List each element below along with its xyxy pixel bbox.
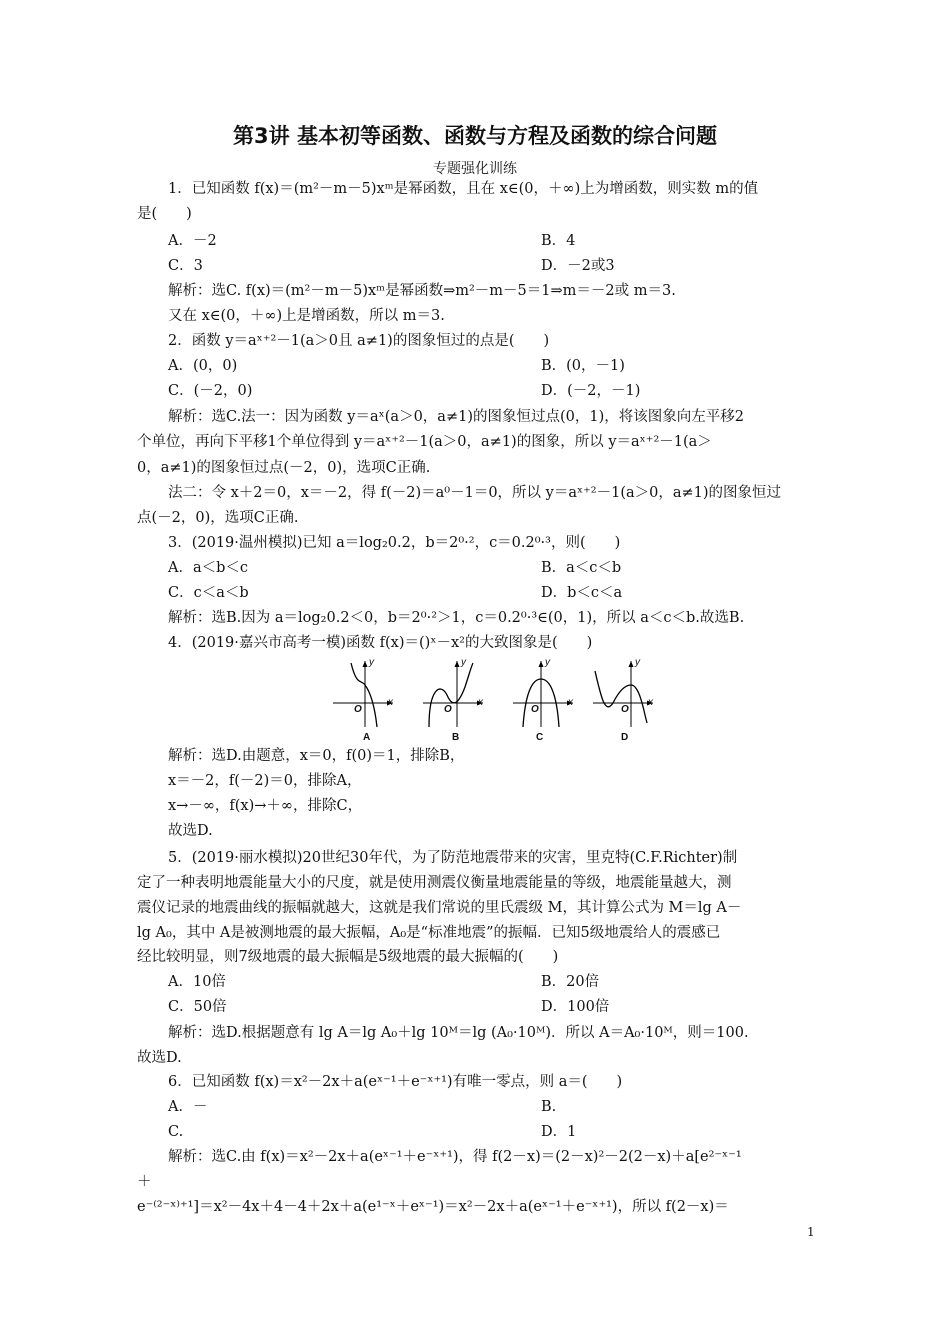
q3-option-d: D．b＜c＜a xyxy=(541,585,623,601)
graph-b-label: B xyxy=(452,732,460,743)
graph-a-x-label: x xyxy=(388,697,393,708)
q2-solution-line-1: 解析：选C.法一：因为函数 y＝aˣ(a＞0，a≠1)的图象恒过点(0，1)，将该图象向左平移2 xyxy=(168,409,744,425)
q1-option-b: B．4 xyxy=(541,233,576,249)
q5-stem-line-2: 定了一种表明地震能量大小的尺度，就是使用测震仪衡量地震能量的等级，地震能量越大，测 xyxy=(137,875,732,891)
q4-solution-line-1: 解析：选D.由题意，x＝0，f(0)＝1，排除B， xyxy=(168,748,465,764)
q2-option-d: D．(－2，－1) xyxy=(541,383,641,399)
graph-d xyxy=(591,657,656,729)
q1-stem-line-1: 1．已知函数 f(x)＝(m²－m－5)xᵐ是幂函数，且在 x∈(0，＋∞)上为增函数，则实数 m的值 xyxy=(168,181,759,197)
q5-option-c: C．50倍 xyxy=(168,999,227,1015)
page-title: 第3讲 基本初等函数、函数与方程及函数的综合问题 xyxy=(233,124,717,148)
q6-stem: 6．已知函数 f(x)＝x²－2x＋a(eˣ⁻¹＋e⁻ˣ⁺¹)有唯一零点，则 a＝( ) xyxy=(168,1074,623,1090)
q2-solution-line-2: 个单位，再向下平移1个单位得到 y＝aˣ⁺²－1(a＞0，a≠1)的图象，所以 y＝aˣ⁺²－1(a＞ xyxy=(137,434,712,450)
page-subtitle: 专题强化训练 xyxy=(433,161,517,177)
q2-option-b: B．(0，－1) xyxy=(541,358,625,374)
q4-solution-line-2: x＝－2，f(－2)＝0，排除A， xyxy=(168,773,362,789)
q3-option-c: C．c＜a＜b xyxy=(168,585,249,601)
q5-stem-line-1: 5．(2019·丽水模拟)20世纪30年代，为了防范地震带来的灾害，里克特(C.F.Richter)制 xyxy=(168,850,738,866)
q1-solution-line-2: 又在 x∈(0，＋∞)上是增函数，所以 m＝3. xyxy=(168,308,445,324)
q5-solution-line-1: 解析：选D.根据题意有 lg A＝lg A₀＋lg 10ᴹ＝lg (A₀·10ᴹ)．所以 A＝A₀·10ᴹ，则＝100. xyxy=(168,1025,749,1041)
q4-solution-line-4: 故选D. xyxy=(168,823,213,839)
q1-option-d: D．－2或3 xyxy=(541,258,615,274)
graph-c-origin: O xyxy=(531,704,539,715)
q5-stem-line-5: 经比较明显，则7级地震的最大振幅是5级地震的最大振幅的( ) xyxy=(137,949,559,965)
q6-option-b: B. xyxy=(541,1099,557,1115)
q4-stem: 4．(2019·嘉兴市高考一模)函数 f(x)＝()ˣ－x²的大致图象是( ) xyxy=(168,635,593,651)
q2-option-c: C．(－2，0) xyxy=(168,383,253,399)
graph-b xyxy=(421,657,486,729)
graph-c-x-label: x xyxy=(568,697,573,708)
q2-solution-line-4: 法二：令 x＋2＝0，x＝－2，得 f(－2)＝a⁰－1＝0，所以 y＝aˣ⁺²－1(a＞0，a≠1)的图象恒过 xyxy=(168,485,782,501)
q1-solution-line-1: 解析：选C. f(x)＝(m²－m－5)xᵐ是幂函数⇒m²－m－5＝1⇒m＝－2或 m＝3. xyxy=(168,283,676,299)
q2-solution-line-3: 0，a≠1)的图象恒过点(－2，0)，选项C正确. xyxy=(137,460,431,476)
q6-option-a: A．－ xyxy=(168,1099,208,1115)
graph-a-origin: O xyxy=(354,704,362,715)
q1-option-a: A．－2 xyxy=(168,233,217,249)
q5-stem-line-3: 震仪记录的地震曲线的振幅就越大，这就是我们常说的里氏震级 M，其计算公式为 M＝lg A－ xyxy=(137,900,742,916)
graph-c-label: C xyxy=(536,732,544,743)
graph-a xyxy=(331,657,396,729)
q2-solution-line-5: 点(－2，0)，选项C正确. xyxy=(137,510,299,526)
graph-d-origin: O xyxy=(621,704,629,715)
q6-solution-line-3: e⁻⁽²⁻ˣ⁾⁺¹]＝x²－4x＋4－4＋2x＋a(e¹⁻ˣ＋eˣ⁻¹)＝x²－2x＋a(eˣ⁻¹＋e⁻ˣ⁺¹)，所以 f(2－x)＝ xyxy=(137,1199,729,1215)
q5-solution-line-2: 故选D. xyxy=(137,1050,182,1066)
page-number: 1 xyxy=(807,1225,815,1239)
q6-solution-line-1: 解析：选C.由 f(x)＝x²－2x＋a(eˣ⁻¹＋e⁻ˣ⁺¹)，得 f(2－x)＝(2－x)²－2(2－x)＋a[e²⁻ˣ⁻¹ xyxy=(168,1149,742,1165)
q5-option-d: D．100倍 xyxy=(541,999,610,1015)
q4-graph-options xyxy=(331,657,651,742)
graph-b-origin: O xyxy=(444,704,452,715)
q6-option-d: D．1 xyxy=(541,1124,577,1140)
q3-option-b: B．a＜c＜b xyxy=(541,560,622,576)
q5-option-b: B．20倍 xyxy=(541,974,600,990)
q2-stem: 2．函数 y＝aˣ⁺²－1(a＞0且 a≠1)的图象恒过的点是( ) xyxy=(168,333,550,349)
graph-c xyxy=(511,657,576,729)
q5-stem-line-4: lg A₀，其中 A是被测地震的最大振幅，A₀是“标准地震”的振幅．已知5级地震给人的震感已 xyxy=(137,925,721,941)
q3-solution: 解析：选B.因为 a＝log₂0.2＜0，b＝2⁰·²＞1，c＝0.2⁰·³∈(0，1)，所以 a＜c＜b.故选B. xyxy=(168,610,745,626)
q3-stem: 3．(2019·温州模拟)已知 a＝log₂0.2，b＝2⁰·²，c＝0.2⁰·³，则( ) xyxy=(168,535,621,551)
q1-option-c: C．3 xyxy=(168,258,203,274)
graph-c-y-label: y xyxy=(545,657,550,668)
q3-option-a: A．a＜b＜c xyxy=(168,560,249,576)
graph-d-x-label: x xyxy=(648,697,653,708)
q2-option-a: A．(0，0) xyxy=(168,358,238,374)
q6-solution-line-2: ＋ xyxy=(137,1174,152,1190)
graph-b-x-label: x xyxy=(478,697,483,708)
q6-option-c: C. xyxy=(168,1124,184,1140)
q1-stem-line-2: 是( ) xyxy=(137,206,192,222)
graph-b-y-label: y xyxy=(461,657,466,668)
graph-a-y-label: y xyxy=(369,657,374,668)
graph-a-label: A xyxy=(363,732,371,743)
graph-d-label: D xyxy=(621,732,629,743)
q5-option-a: A．10倍 xyxy=(168,974,226,990)
q4-solution-line-3: x→－∞，f(x)→＋∞，排除C， xyxy=(168,798,363,814)
graph-d-y-label: y xyxy=(635,657,640,668)
